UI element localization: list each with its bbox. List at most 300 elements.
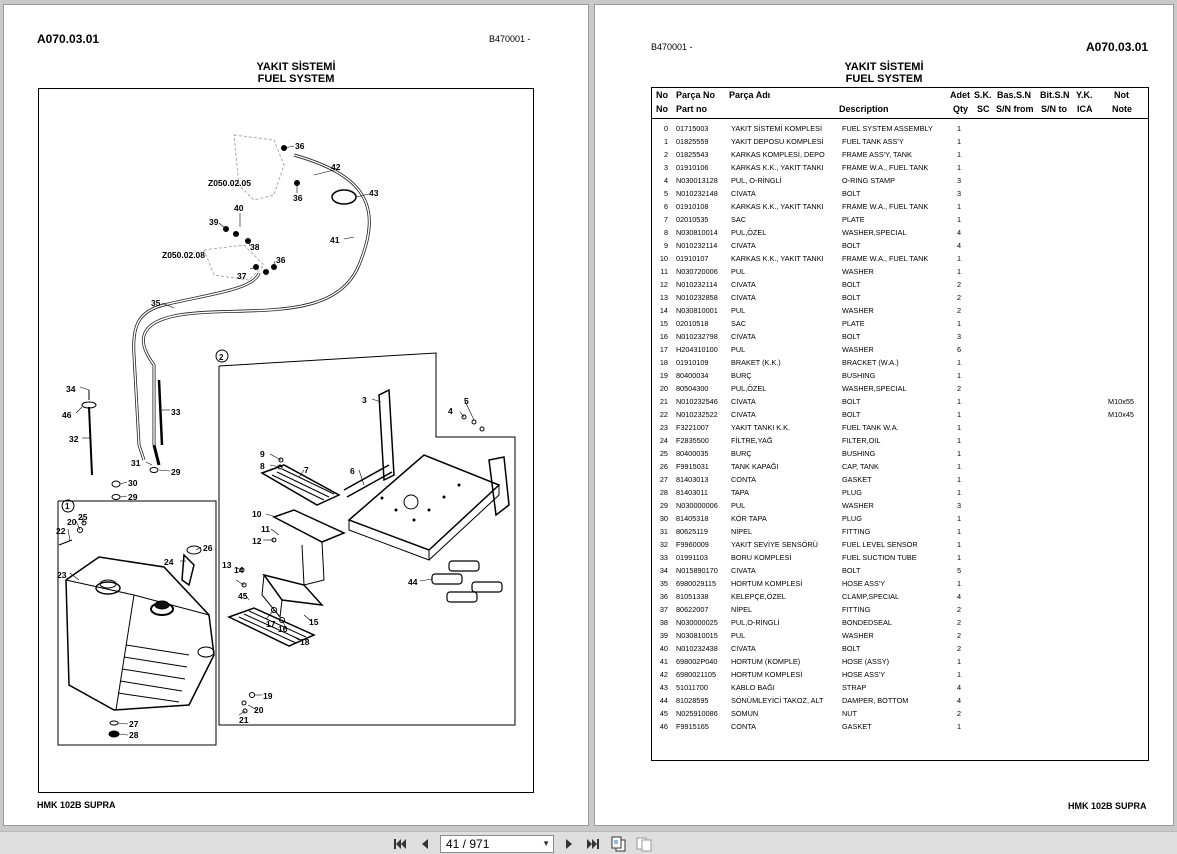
cell-no: 24 [659, 436, 668, 445]
cell-qty: 4 [956, 683, 962, 692]
cell-no: 6 [663, 202, 668, 211]
callout-33: 33 [171, 407, 181, 417]
cell-qty: 1 [956, 449, 962, 458]
cell-no: 1 [663, 137, 668, 146]
cell-part-name: NİPEL [731, 527, 753, 536]
cell-no: 23 [659, 423, 668, 432]
cell-part-name: HORTUM KOMPLESİ [731, 670, 803, 679]
table-row [652, 174, 1148, 187]
cell-qty: 1 [956, 267, 962, 276]
table-row [652, 343, 1148, 356]
cell-description: BOLT [842, 189, 861, 198]
cell-no: 44 [659, 696, 668, 705]
cell-description: CLAMP,SPECIAL [842, 592, 900, 601]
left-page [3, 4, 589, 826]
callout-4: 4 [448, 406, 453, 416]
cell-part-name: BRAKET (K.K.) [731, 358, 781, 367]
callout-44: 44 [408, 577, 418, 587]
cell-qty: 1 [956, 319, 962, 328]
cell-part-name: HORTUM KOMPLESİ [731, 579, 803, 588]
cell-part-name: KELEPÇE,ÖZEL [731, 592, 786, 601]
cell-description: WASHER [842, 501, 874, 510]
cell-part-no: N010232438 [676, 644, 718, 653]
cell-part-name: BURÇ [731, 371, 752, 380]
cell-no: 8 [663, 228, 668, 237]
cell-no: 4 [663, 176, 668, 185]
cell-part-no: N010232114 [676, 280, 718, 289]
cell-qty: 2 [956, 280, 962, 289]
two-page-icon[interactable] [636, 836, 652, 852]
cell-description: NUT [842, 709, 857, 718]
cell-description: BOLT [842, 566, 861, 575]
cell-no: 41 [659, 657, 668, 666]
cell-qty: 1 [956, 488, 962, 497]
cell-no: 7 [663, 215, 668, 224]
cell-part-name: YAKIT TANKI K.K. [731, 423, 791, 432]
cell-qty: 1 [956, 423, 962, 432]
last-page-icon[interactable] [585, 836, 601, 852]
cell-description: WASHER [842, 267, 874, 276]
cell-no: 11 [660, 267, 668, 276]
cell-no: 39 [659, 631, 668, 640]
callout-29: 29 [171, 467, 181, 477]
cell-qty: 4 [956, 696, 962, 705]
table-row [652, 447, 1148, 460]
cell-no: 40 [659, 644, 668, 653]
cell-qty: 1 [956, 137, 962, 146]
cell-no: 32 [659, 540, 668, 549]
exploded-diagram [4, 5, 590, 827]
cell-part-no: 02010535 [676, 215, 709, 224]
cell-qty: 1 [956, 436, 962, 445]
callout-46: 46 [62, 410, 72, 420]
cell-no: 13 [659, 293, 668, 302]
cell-part-no: 80400034 [676, 371, 709, 380]
cell-description: BOLT [842, 293, 861, 302]
cell-part-no: 51011700 [676, 683, 708, 692]
cell-description: FRAME W.A., FUEL TANK [842, 163, 929, 172]
cell-description: BRACKET (W.A.) [842, 358, 899, 367]
callout-41: 41 [330, 235, 340, 245]
table-row [652, 278, 1148, 291]
cell-part-no: N010232522 [676, 410, 718, 419]
cell-part-no: 01910107 [676, 254, 709, 263]
cell-qty: 1 [956, 722, 962, 731]
cell-description: CAP, TANK [842, 462, 879, 471]
prev-page-icon[interactable] [417, 836, 433, 852]
callout-43: 43 [369, 188, 379, 198]
cell-part-name: HORTUM (KOMPLE) [731, 657, 801, 666]
callout-23: 23 [57, 570, 67, 580]
cell-description: FRAME ASS'Y, TANK [842, 150, 912, 159]
callout-18: 18 [300, 637, 310, 647]
th-sn-to: Bit.S.N [1040, 90, 1070, 100]
cell-no: 43 [659, 683, 668, 692]
cell-part-name: CIVATA [731, 293, 756, 302]
th-sn-from-en: S/N from [996, 104, 1034, 114]
table-row [652, 382, 1148, 395]
cell-part-name: PUL,ÖZEL [731, 228, 767, 237]
cell-description: WASHER [842, 345, 874, 354]
cell-qty: 4 [956, 228, 962, 237]
cell-part-no: 01910108 [676, 202, 709, 211]
cell-no: 10 [659, 254, 668, 263]
cell-qty: 2 [956, 709, 962, 718]
cell-part-no: N030810001 [676, 306, 718, 315]
cell-no: 15 [659, 319, 668, 328]
cell-no: 18 [659, 358, 668, 367]
cell-no: 37 [659, 605, 668, 614]
cell-qty: 1 [956, 397, 962, 406]
cell-part-name: CIVATA [731, 332, 756, 341]
cell-part-no: 80625119 [676, 527, 708, 536]
cell-part-name: PUL [731, 306, 746, 315]
cell-description: WASHER [842, 631, 874, 640]
cell-description: FUEL LEVEL SENSOR [842, 540, 918, 549]
cell-description: FRAME W.A., FUEL TANK [842, 254, 929, 263]
cell-part-name: PUL [731, 267, 746, 276]
cell-part-name: KARKAS KOMPLESİ, DEPO [731, 150, 825, 159]
cell-no: 19 [659, 371, 668, 380]
th-note: Not [1114, 90, 1129, 100]
cell-part-name: PUL,O-RİNGLİ [731, 618, 780, 627]
table-row [652, 421, 1148, 434]
table-row [652, 252, 1148, 265]
callout-13: 13 [222, 560, 232, 570]
next-page-icon[interactable] [561, 836, 577, 852]
cell-part-no: 01910106 [676, 163, 709, 172]
callout-32: 32 [69, 434, 79, 444]
cell-part-no: 81405318 [676, 514, 709, 523]
table-header [652, 88, 1148, 119]
rotate-icon[interactable] [611, 836, 627, 852]
cell-qty: 2 [956, 605, 962, 614]
cell-part-name: PUL [731, 631, 746, 640]
callout-7: 7 [304, 465, 309, 475]
cell-description: BOLT [842, 241, 861, 250]
table-row [652, 356, 1148, 369]
cell-description: BOLT [842, 644, 861, 653]
cell-qty: 4 [956, 241, 962, 250]
callout-40: 40 [234, 203, 244, 213]
cell-description: PLATE [842, 215, 865, 224]
cell-part-name: CIVATA [731, 566, 756, 575]
cell-description: DAMPER, BOTTOM [842, 696, 909, 705]
cell-qty: 1 [956, 514, 962, 523]
table-row [652, 330, 1148, 343]
cell-part-name: CIVATA [731, 397, 756, 406]
table-row [652, 720, 1148, 733]
cell-qty: 6 [956, 345, 962, 354]
cell-description: BOLT [842, 332, 861, 341]
cell-no: 16 [659, 332, 668, 341]
cell-no: 46 [659, 722, 668, 731]
title-tr: YAKIT SİSTEMİ [256, 61, 336, 73]
table-row [652, 369, 1148, 382]
cell-qty: 1 [956, 553, 962, 562]
first-page-icon[interactable] [392, 836, 408, 852]
cell-qty: 1 [956, 540, 962, 549]
cell-part-no: N025910086 [676, 709, 718, 718]
cell-qty: 2 [956, 384, 962, 393]
cell-no: 45 [659, 709, 668, 718]
ref-z050-02-08: Z050.02.08 [162, 250, 206, 260]
cell-no: 25 [659, 449, 668, 458]
cell-part-name: BORU KOMPLESİ [731, 553, 792, 562]
cell-part-no: 81028595 [676, 696, 709, 705]
callout-30: 30 [128, 478, 138, 488]
page-code: A070.03.01 [37, 32, 100, 46]
th-part-no-en: Part no [676, 104, 708, 114]
cell-part-name: YAKIT SİSTEMİ KOMPLESİ [731, 124, 822, 133]
cell-part-no: F3221007 [676, 423, 709, 432]
table-row [652, 473, 1148, 486]
th-qty: Adet [950, 90, 970, 100]
right-page [594, 4, 1174, 826]
th-sn-from: Bas.S.N [997, 90, 1032, 100]
cell-part-no: N015890170 [676, 566, 718, 575]
table-row [652, 564, 1148, 577]
cell-part-name: YAKIT DEPOSU KOMPLESİ [731, 137, 824, 146]
table-row [652, 642, 1148, 655]
table-row [652, 486, 1148, 499]
cell-qty: 1 [956, 657, 962, 666]
cell-description: WASHER,SPECIAL [842, 228, 907, 237]
callout-45: 45 [238, 591, 248, 601]
cell-part-no: N010232148 [676, 189, 718, 198]
th-no-en: No [656, 104, 668, 114]
table-row [652, 304, 1148, 317]
cell-description: WASHER,SPECIAL [842, 384, 907, 393]
cell-part-name: CONTA [731, 475, 756, 484]
callout-5: 5 [464, 396, 469, 406]
callout-19: 19 [263, 691, 273, 701]
callout-15: 15 [309, 617, 319, 627]
cell-part-no: N030720006 [676, 267, 718, 276]
cell-part-name: SAC [731, 319, 747, 328]
callout-42: 42 [331, 162, 341, 172]
cell-no: 22 [659, 410, 668, 419]
cell-description: BUSHING [842, 371, 876, 380]
cell-part-no: N010232546 [676, 397, 718, 406]
navigation-toolbar [0, 831, 1177, 854]
title-en: FUEL SYSTEM [257, 73, 335, 85]
cell-part-no: 81403011 [676, 488, 708, 497]
cell-part-no: 6980029115 [676, 579, 717, 588]
cell-qty: 1 [956, 462, 962, 471]
callout-17: 17 [266, 619, 276, 629]
cell-description: PLUG [842, 488, 862, 497]
table-row [652, 603, 1148, 616]
cell-description: FITTING [842, 527, 871, 536]
table-row [652, 291, 1148, 304]
th-qty-en: Qty [953, 104, 969, 114]
th-sn-to-en: S/N to [1041, 104, 1067, 114]
cell-no: 17 [659, 345, 668, 354]
table-row [652, 317, 1148, 330]
cell-qty: 1 [956, 475, 962, 484]
table-row [652, 538, 1148, 551]
cell-qty: 3 [956, 501, 962, 510]
cell-part-no: 02010518 [676, 319, 709, 328]
cell-qty: 2 [956, 618, 962, 627]
cell-part-no: 698002P040 [676, 657, 718, 666]
table-row [652, 408, 1148, 421]
cell-qty: 1 [956, 215, 962, 224]
th-note-en: Note [1112, 104, 1132, 114]
cell-qty: 2 [956, 631, 962, 640]
th-name: Parça Adı [729, 90, 771, 100]
cell-part-no: N010232114 [676, 241, 718, 250]
ref-z050-02-05: Z050.02.05 [208, 178, 252, 188]
chevron-down-icon: ▼ [542, 839, 550, 848]
page-number-value: 41 / 971 [446, 837, 490, 851]
cell-no: 33 [659, 553, 668, 562]
cell-description: HOSE ASS'Y [842, 670, 886, 679]
table-row [652, 213, 1148, 226]
cell-no: 36 [659, 592, 668, 601]
cell-part-no: F9960009 [676, 540, 709, 549]
cell-description: GASKET [842, 475, 872, 484]
cell-part-no: 01825559 [676, 137, 709, 146]
cell-part-name: CONTA [731, 722, 756, 731]
callout-2: 2 [219, 353, 224, 362]
cell-description: FITTING [842, 605, 871, 614]
cell-part-no: 6980021105 [676, 670, 717, 679]
cell-part-no: N030000006 [676, 501, 718, 510]
cell-no: 38 [659, 618, 668, 627]
table-row [652, 668, 1148, 681]
cell-part-no: 80622007 [676, 605, 709, 614]
th-desc: Description [839, 104, 889, 114]
cell-qty: 2 [956, 293, 962, 302]
callout-12: 12 [252, 536, 262, 546]
callout-27: 27 [129, 719, 139, 729]
title-tr: YAKIT SİSTEMİ [844, 61, 924, 73]
cell-part-name: SOMUN [731, 709, 759, 718]
parts-table [651, 87, 1149, 761]
callout-9: 9 [260, 449, 265, 459]
cell-part-name: CIVATA [731, 644, 756, 653]
title-en: FUEL SYSTEM [845, 73, 923, 85]
callout-35: 35 [151, 298, 161, 308]
cell-part-name: FİLTRE,YAĞ [731, 436, 773, 445]
cell-description: FUEL TANK W.A. [842, 423, 899, 432]
table-row [652, 577, 1148, 590]
cell-description: FILTER,OIL [842, 436, 881, 445]
cell-part-no: 01825543 [676, 150, 709, 159]
callout-21: 21 [239, 715, 249, 725]
callout-20: 20 [67, 517, 77, 527]
cell-no: 14 [659, 306, 668, 315]
callout-31: 31 [131, 458, 141, 468]
cell-qty: 3 [956, 189, 962, 198]
serial-range: B470001 - [651, 42, 693, 52]
th-ica: Y.K. [1076, 90, 1093, 100]
cell-part-name: YAKIT SEVİYE SENSÖRÜ [731, 540, 818, 549]
th-sc: S.K. [974, 90, 992, 100]
cell-qty: 1 [956, 202, 962, 211]
cell-no: 26 [659, 462, 668, 471]
callout-37: 37 [237, 271, 247, 281]
callout-3: 3 [362, 395, 367, 405]
callout-20: 20 [254, 705, 264, 715]
callout-10: 10 [252, 509, 262, 519]
table-row [652, 239, 1148, 252]
table-row [652, 655, 1148, 668]
cell-part-no: F2835500 [676, 436, 709, 445]
table-row [652, 265, 1148, 278]
cell-description: BOLT [842, 280, 861, 289]
cell-no: 9 [663, 241, 668, 250]
cell-part-no: F9915165 [676, 722, 709, 731]
cell-description: FUEL SYSTEM ASSEMBLY [842, 124, 933, 133]
cell-part-no: 01991103 [676, 553, 708, 562]
cell-part-name: CIVATA [731, 189, 756, 198]
cell-no: 5 [663, 189, 668, 198]
cell-part-name: CIVATA [731, 280, 756, 289]
cell-description: BONDEDSEAL [842, 618, 892, 627]
cell-part-no: F9915031 [676, 462, 709, 471]
table-row [652, 135, 1148, 148]
cell-no: 20 [659, 384, 668, 393]
cell-part-name: NİPEL [731, 605, 753, 614]
cell-qty: 5 [956, 566, 962, 575]
callout-11: 11 [261, 524, 270, 534]
cell-qty: 1 [956, 410, 962, 419]
table-row [652, 525, 1148, 538]
callout-1: 1 [65, 502, 70, 511]
cell-note: M10x55 [1108, 397, 1134, 406]
cell-qty: 2 [956, 306, 962, 315]
cell-part-no: N030000025 [676, 618, 718, 627]
callout-26: 26 [203, 543, 213, 553]
table-row [652, 161, 1148, 174]
cell-qty: 1 [956, 124, 962, 133]
table-row [652, 200, 1148, 213]
cell-part-name: SAC [731, 215, 747, 224]
callout-14: 14 [234, 565, 244, 575]
cell-description: STRAP [842, 683, 867, 692]
table-body [652, 122, 1148, 733]
callout-29: 29 [128, 492, 138, 502]
callout-28: 28 [129, 730, 139, 740]
cell-part-name: CIVATA [731, 241, 756, 250]
table-row [652, 148, 1148, 161]
cell-part-name: KABLO BAĞI [731, 683, 775, 692]
cell-part-name: PUL [731, 501, 746, 510]
th-no: No [656, 90, 668, 100]
callout-16: 16 [278, 624, 288, 634]
cell-part-name: TAPA [731, 488, 749, 497]
cell-qty: 3 [956, 176, 962, 185]
cell-part-name: PUL,ÖZEL [731, 384, 767, 393]
table-row [652, 590, 1148, 603]
cell-part-no: N030810014 [676, 228, 718, 237]
cell-part-name: PUL, O-RİNGLİ [731, 176, 782, 185]
cell-qty: 1 [956, 670, 962, 679]
cell-description: BUSHING [842, 449, 876, 458]
cell-part-no: N010232798 [676, 332, 718, 341]
table-row [652, 395, 1148, 408]
cell-description: PLATE [842, 319, 865, 328]
page-number-select[interactable] [440, 835, 554, 853]
cell-part-name: PUL [731, 345, 746, 354]
callout-36: 36 [293, 193, 303, 203]
cell-qty: 3 [956, 332, 962, 341]
cell-part-name: TANK KAPAĞI [731, 462, 779, 471]
cell-part-name: KARKAS K.K., YAKIT TANKI [731, 254, 824, 263]
